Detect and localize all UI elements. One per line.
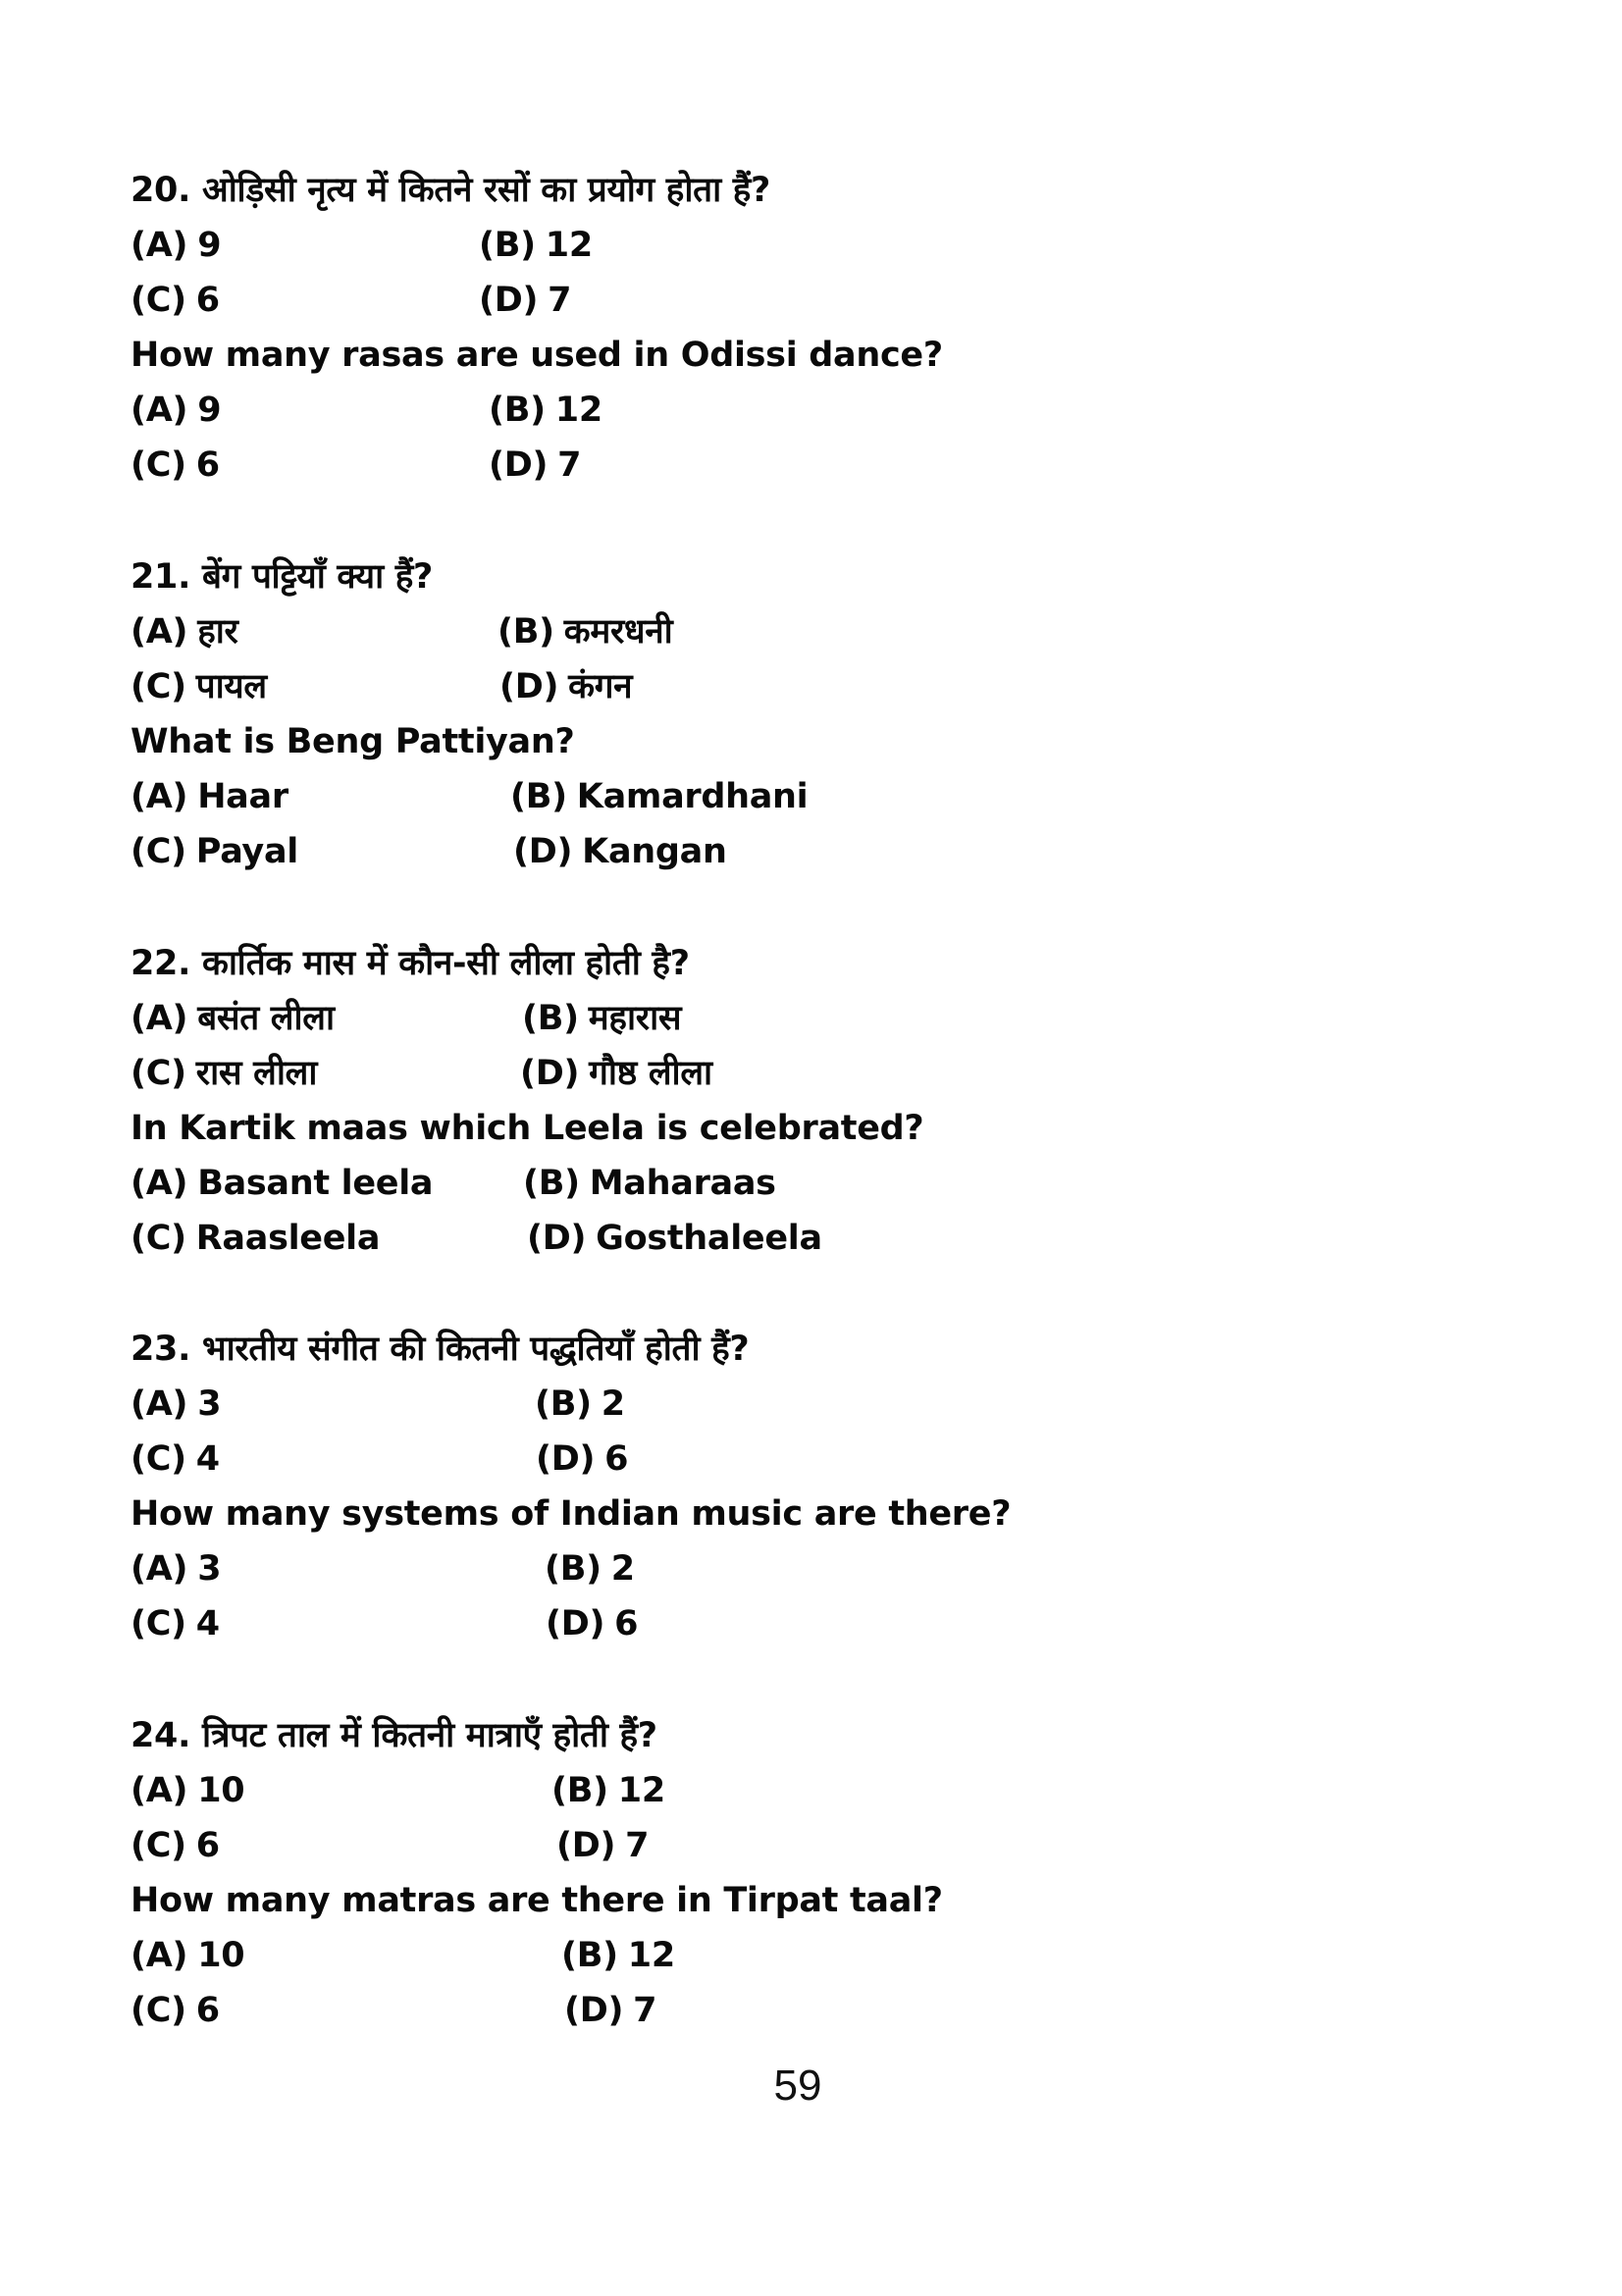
option-a: (A) 3 [131, 1549, 222, 1589]
options-row-ab-english [131, 769, 1504, 824]
option-a: (A) बसंत लीला [131, 999, 335, 1038]
option-d: (D) कंगन [499, 667, 633, 706]
options-row-cd-hindi [131, 273, 1504, 328]
options-row-ab-hindi [131, 604, 1504, 659]
question-text-hindi: बेंग पट्टियाँ क्या हैं? [202, 557, 434, 597]
option-c: (C) रास लीला [131, 1054, 318, 1093]
option-c: (C) पायल [131, 667, 267, 706]
question-text-english: How many systems of Indian music are there? [131, 1494, 1012, 1534]
option-c: (C) Payal [131, 832, 298, 871]
option-a: (A) हार [131, 612, 238, 652]
option-b: (B) 2 [535, 1384, 625, 1424]
options-row-cd-english [131, 438, 1504, 493]
options-row-ab-hindi [131, 991, 1504, 1046]
options-row-ab-english [131, 1541, 1504, 1596]
option-a: (A) 10 [131, 1771, 245, 1810]
question-number: 21. [131, 557, 191, 597]
options-row-ab-english [131, 1928, 1504, 1983]
options-row-cd-hindi [131, 1432, 1504, 1487]
option-d: (D) Kangan [513, 832, 727, 871]
question-number: 22. [131, 944, 191, 983]
option-d: (D) 7 [564, 1991, 657, 2030]
option-d: (D) गौष्ठ लीला [520, 1054, 712, 1093]
option-b: (B) 12 [551, 1771, 665, 1810]
option-c: (C) 4 [131, 1604, 220, 1644]
options-row-cd-english [131, 1983, 1504, 2038]
option-d: (D) 7 [489, 445, 582, 485]
question-hindi [131, 163, 770, 218]
question-text-english: In Kartik maas which Leela is celebrated? [131, 1109, 924, 1148]
option-b: (B) 12 [561, 1936, 675, 1975]
options-row-ab-english [131, 383, 1504, 438]
option-d: (D) 6 [546, 1604, 639, 1644]
option-b: (B) कमरधनी [497, 612, 673, 652]
question-text-hindi: त्रिपट ताल में कितनी मात्राएँ होती हैं? [202, 1716, 657, 1755]
question-text-hindi: ओड़िसी नृत्य में कितने रसों का प्रयोग होता हैं? [202, 171, 771, 210]
option-a: (A) Basant leela [131, 1164, 434, 1203]
option-c: (C) 6 [131, 1991, 220, 2030]
option-a: (A) 3 [131, 1384, 222, 1424]
question-text-english: What is Beng Pattiyan? [131, 722, 575, 761]
option-a: (A) Haar [131, 777, 288, 816]
page-number: 59 [773, 2061, 822, 2110]
options-row-cd-english [131, 1596, 1504, 1651]
option-b: (B) महारास [522, 999, 682, 1038]
options-row-cd-english [131, 824, 1504, 879]
question-number: 20. [131, 171, 191, 210]
options-row-cd-hindi [131, 659, 1504, 714]
option-b: (B) 2 [545, 1549, 635, 1589]
options-row-cd-hindi [131, 1818, 1504, 1873]
option-a: (A) 10 [131, 1936, 245, 1975]
question-number: 23. [131, 1330, 191, 1369]
options-row-cd-english [131, 1211, 1504, 1266]
question-text-hindi: कार्तिक मास में कौन-सी लीला होती है? [202, 944, 690, 983]
option-c: (C) 4 [131, 1439, 220, 1479]
options-row-cd-hindi [131, 1046, 1504, 1101]
option-b: (B) 12 [479, 226, 593, 265]
option-c: (C) 6 [131, 445, 220, 485]
option-b: (B) 12 [489, 391, 602, 430]
option-c: (C) Raasleela [131, 1219, 381, 1258]
question-hindi [131, 1708, 657, 1763]
option-b: (B) Maharaas [523, 1164, 776, 1203]
options-row-ab-hindi [131, 1377, 1504, 1432]
option-b: (B) Kamardhani [510, 777, 809, 816]
question-number: 24. [131, 1716, 191, 1755]
option-a: (A) 9 [131, 391, 222, 430]
option-c: (C) 6 [131, 281, 220, 320]
question-hindi [131, 1322, 749, 1377]
question-text-english: How many matras are there in Tirpat taal? [131, 1881, 943, 1920]
question-text-hindi: भारतीय संगीत की कितनी पद्धतियाँ होती हैं? [202, 1330, 750, 1369]
question-text-english: How many rasas are used in Odissi dance? [131, 336, 943, 375]
question-hindi [131, 936, 690, 991]
option-d: (D) 7 [479, 281, 572, 320]
options-row-ab-english [131, 1156, 1504, 1211]
options-row-ab-hindi [131, 1763, 1504, 1818]
question-hindi [131, 549, 433, 604]
options-row-ab-hindi [131, 218, 1504, 273]
option-d: (D) 6 [536, 1439, 629, 1479]
option-d: (D) 7 [556, 1826, 650, 1865]
option-d: (D) Gosthaleela [527, 1219, 822, 1258]
option-a: (A) 9 [131, 226, 222, 265]
option-c: (C) 6 [131, 1826, 220, 1865]
